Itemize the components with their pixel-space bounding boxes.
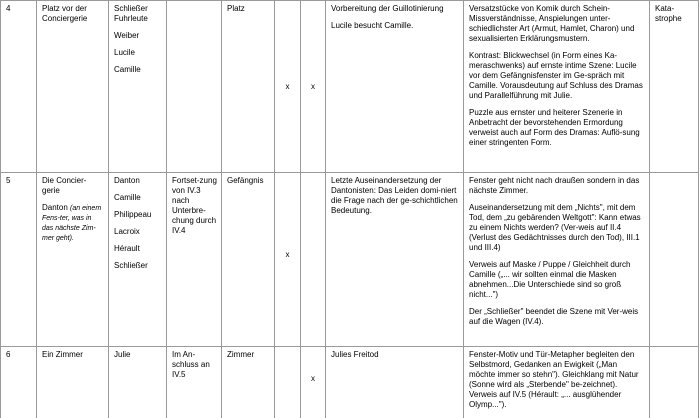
scene-time: Im An-schluss an IV.5 [167, 347, 222, 418]
scene-phase [650, 347, 699, 418]
person: Schließer [114, 261, 148, 270]
table-row [1, 1, 699, 173]
comment-paragraph: Versatzstücke von Komik durch Schein-Missverständnisse, Anspielungen unter-schiedlichster Art (Armut, Hamlet, Charon) und sexualisierten Erklärungsmustern. [469, 4, 635, 43]
scene-number: 5 [1, 173, 37, 347]
scene-place: Gefängnis [222, 173, 275, 347]
person: Camille [114, 65, 141, 74]
person: Julie [114, 350, 131, 359]
comment-paragraph: Fenster-Motiv und Tür-Metapher begleiten den Selbstmord, Gedanken an Ewigkeit („Man möchte immer so stehn"). Gleichklang mit Natur (Sonne wird als „Sterbende" be-zeichnet). Verweis auf IV.5 (Hérault: „... ausglühender Olymp..."). [469, 350, 639, 409]
scene-phase [650, 173, 699, 347]
table-row [1, 347, 699, 418]
location-text: Platz vor der Conciergerie [42, 4, 88, 23]
scene-content [326, 347, 464, 418]
person: Philippeau [114, 210, 152, 219]
scene-location [37, 1, 109, 173]
scene-comment [464, 1, 650, 173]
scene-place: Platz [222, 1, 275, 173]
scene-location [37, 347, 109, 418]
location-note [42, 203, 101, 242]
scene-place: Zimmer [222, 347, 275, 418]
content-line: Vorbereitung der Guillotinierung [331, 4, 444, 13]
content-line: Julies Freitod [331, 350, 379, 359]
person: Lucile [114, 48, 135, 57]
location-text: Die Concier-gerie [42, 176, 87, 195]
mark-cell-1 [275, 173, 301, 347]
location-note-name: Danton [42, 203, 68, 212]
person: Fuhrleute [114, 14, 148, 23]
table-row [1, 173, 699, 347]
person: Weiber [114, 31, 140, 40]
content-line: Letzte Auseinandersetzung der Dantonisten: Das Leiden domi-niert die Frage nach der ge-schichtlichen Bedeutung. [331, 176, 458, 215]
scene-phase: Kata-strophe [650, 1, 699, 173]
mark-cell-2 [301, 1, 326, 173]
scene-time [167, 1, 222, 173]
person: Lacroix [114, 227, 140, 236]
location-text: Ein Zimmer [42, 350, 83, 359]
scene-comment [464, 347, 650, 418]
x-mark: x [311, 82, 315, 91]
mark-cell-1 [275, 347, 301, 418]
scene-location [37, 173, 109, 347]
comment-paragraph: Der „Schließer" beendet die Szene mit Ver-weis auf die Wagen (IV.4). [469, 307, 639, 326]
mark-cell-2 [301, 173, 326, 347]
scene-content [326, 1, 464, 173]
x-mark: x [285, 250, 290, 259]
location-note-text: (an einem Fens-ter, was in das nächste Zim-mer geht). [42, 205, 102, 242]
scene-persons [109, 173, 167, 347]
scene-persons [109, 347, 167, 418]
comment-paragraph: Fenster geht nicht nach draußen sondern in das nächste Zimmer. [469, 176, 640, 195]
scene-comment [464, 173, 650, 347]
scene-number: 6 [1, 347, 37, 418]
mark-cell-1 [275, 1, 301, 173]
person: Schließer [114, 4, 148, 13]
content-line: Lucile besucht Camille. [331, 21, 414, 30]
scene-persons [109, 1, 167, 173]
comment-paragraph: Auseinandersetzung mit dem „Nichts", mit dem Tod, dem „zu gebärenden Weltgott": Kann etwas zu einem Nichts werden? (Ver-weis auf II.4 (Verlust des Gedächtnisses durch den Tod), III.1 und III.4) [469, 203, 641, 252]
person: Hérault [114, 244, 140, 253]
comment-paragraph: Puzzle aus ernster und heiterer Szenerie in Anbetracht der bevorstehenden Ermordung verweist auch auf Form des Dramas: Auflö-sung einer stringenten Form. [469, 108, 640, 147]
scene-number: 4 [1, 1, 37, 173]
person: Camille [114, 193, 141, 202]
scene-content [326, 173, 464, 347]
person: Danton [114, 176, 140, 185]
x-mark: x [285, 82, 290, 91]
scene-time: Fortset-zung von IV.3 nach Unterbre-chung durch IV.4 [167, 173, 222, 347]
x-mark: x [311, 374, 315, 383]
comment-paragraph: Kontrast: Blickwechsel (in Form eines Ka-meraschwenks) auf ernste intime Szene: Lucile vor dem Gefängnisfenster im Ge-spräch mit Camille. Vorausdeutung auf Schluss des Dramas und Parallelführung mit Julie. [469, 51, 643, 100]
mark-cell-2 [301, 347, 326, 418]
comment-paragraph: Verweis auf Maske / Puppe / Gleichheit durch Camille („... wir sollten einmal die Masken abnehmen...Die Unterschiede sind so groß nicht...") [469, 260, 631, 299]
